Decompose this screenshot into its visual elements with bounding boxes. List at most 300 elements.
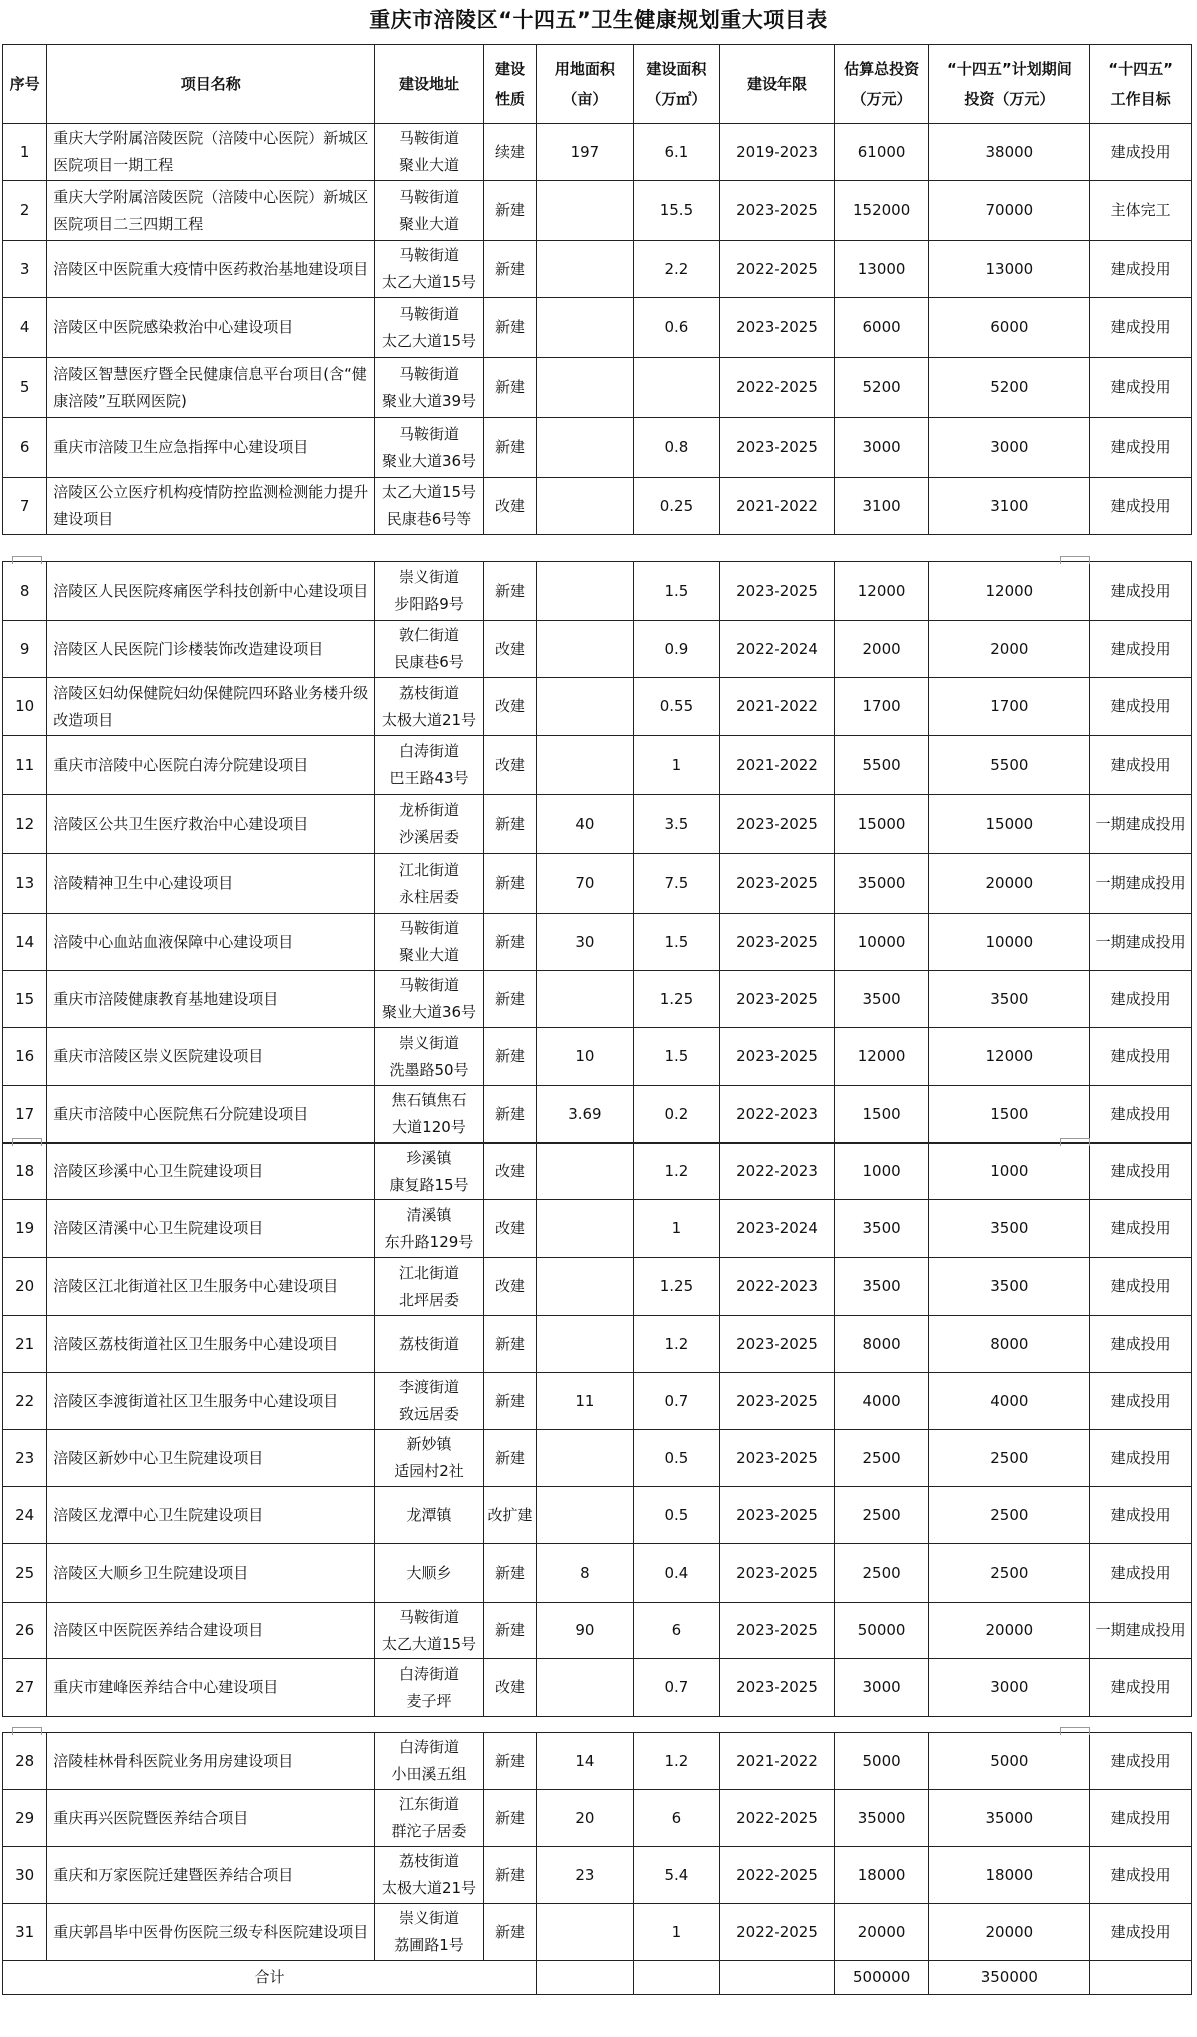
land-area-cell: [537, 1790, 634, 1847]
plan-investment-cell: [929, 854, 1090, 914]
page-break-mark: [1060, 1138, 1090, 1146]
table-row: [3, 854, 1192, 914]
row-number-cell: [3, 1790, 47, 1847]
total-investment-cell: [834, 562, 929, 621]
row-number-cell: [3, 795, 47, 854]
column-header-line: 估算总投资: [844, 60, 920, 78]
column-header: [834, 45, 929, 124]
total-investment-cell: [834, 1904, 929, 1961]
nature-cell: [483, 1603, 536, 1659]
row-number: 10: [15, 697, 35, 715]
construction-nature: 新建: [494, 1563, 525, 1582]
land-area: 8: [580, 1563, 590, 1582]
project-name: 重庆大学附属涪陵医院（涪陵中心医院）新城区医院项目一期工程: [53, 129, 369, 174]
total-investment: 3000: [862, 438, 901, 456]
total-investment: 15000: [857, 814, 906, 833]
project-name: 涪陵区人民医院疼痛医学科技创新中心建设项目: [53, 581, 369, 600]
build-area: 0.6: [664, 318, 689, 336]
table-row: [3, 1659, 1192, 1717]
goal-cell: [1090, 1430, 1192, 1487]
row-number-cell: [3, 621, 47, 678]
land-area: 23: [575, 1865, 595, 1884]
column-header-text: 序号: [9, 75, 40, 93]
years-cell: [720, 736, 835, 795]
project-name-cell: [47, 1200, 375, 1258]
address-cell: [375, 124, 484, 181]
address-cell: [375, 1733, 484, 1790]
years-cell: [720, 358, 835, 418]
header-row: [3, 45, 1192, 124]
total-investment: 1500: [862, 1104, 901, 1123]
goal-cell: [1090, 1733, 1192, 1790]
build-area: 1.5: [664, 581, 689, 600]
project-name-cell: [47, 181, 375, 241]
plan-investment: 3000: [990, 1678, 1029, 1696]
total-investment: 18000: [857, 1865, 906, 1884]
build-area: 1.25: [659, 989, 694, 1008]
total-row: [3, 1961, 1192, 1995]
goal-cell: [1090, 298, 1192, 358]
years-cell: [720, 795, 835, 854]
address-line: 马鞍街道: [398, 246, 459, 264]
land-area-cell: [537, 1904, 634, 1961]
goal-cell: [1090, 678, 1192, 736]
project-name: 涪陵区中医院医养结合建设项目: [53, 1621, 264, 1639]
project-name-cell: [47, 1659, 375, 1717]
years-cell: [720, 1544, 835, 1603]
table-row: [3, 1258, 1192, 1316]
construction-nature: 新建: [494, 989, 525, 1008]
project-name: 重庆市涪陵区崇义医院建设项目: [53, 1047, 264, 1065]
plan-investment: 15000: [985, 814, 1034, 833]
plan-investment: 3100: [990, 496, 1029, 515]
total-investment: 4000: [862, 1391, 901, 1410]
project-name-cell: [47, 478, 375, 535]
project-name: 重庆再兴医院暨医养结合项目: [53, 1808, 249, 1827]
build-area-cell: [633, 736, 720, 795]
nature-cell: [483, 678, 536, 736]
address-cell: [375, 1258, 484, 1316]
plan-investment: 2500: [990, 1448, 1029, 1467]
row-number: 17: [15, 1104, 35, 1123]
build-area: 2.2: [664, 259, 689, 278]
build-area: 1: [671, 1922, 682, 1941]
work-goal: 建成投用: [1110, 1865, 1171, 1884]
plan-investment-cell: [929, 358, 1090, 418]
nature-cell: [483, 1544, 536, 1603]
goal-cell: [1090, 1028, 1192, 1086]
plan-investment: 5500: [990, 755, 1029, 774]
land-area-cell: [537, 971, 634, 1028]
address-cell: [375, 1487, 484, 1544]
project-name: 重庆和万家医院迁建暨医养结合项目: [53, 1865, 294, 1884]
row-number-cell: [3, 358, 47, 418]
total-investment: 50000: [857, 1621, 906, 1639]
build-area-cell: [633, 358, 720, 418]
plan-investment-cell: [929, 736, 1090, 795]
land-area-cell: [537, 1733, 634, 1790]
construction-years: 2019-2023: [736, 142, 818, 161]
table-row: [3, 418, 1192, 478]
plan-investment-cell: [929, 1028, 1090, 1086]
table-row: [3, 914, 1192, 971]
table-row: [3, 1847, 1192, 1904]
table-row: [3, 1544, 1192, 1603]
empty-cell: [633, 1961, 720, 1995]
build-area-cell: [633, 678, 720, 736]
plan-investment-cell: [929, 478, 1090, 535]
total-investment-cell: [834, 1028, 929, 1086]
row-number: 12: [15, 814, 35, 833]
address-line: 太乙大道15号: [381, 273, 477, 291]
construction-nature: 新建: [494, 438, 525, 456]
project-name: 重庆郭昌毕中医骨伤医院三级专科医院建设项目: [53, 1922, 369, 1941]
total-investment: 5500: [862, 755, 901, 774]
work-goal: 建成投用: [1110, 1104, 1171, 1123]
nature-cell: [483, 181, 536, 241]
total-investment: 5000: [862, 1751, 901, 1770]
construction-years: 2021-2022: [736, 496, 818, 515]
row-number-cell: [3, 1487, 47, 1544]
construction-nature: 新建: [494, 1808, 525, 1827]
nature-cell: [483, 124, 536, 181]
land-area-cell: [537, 418, 634, 478]
plan-investment-cell: [929, 1733, 1090, 1790]
work-goal: 建成投用: [1110, 1277, 1171, 1295]
land-area-cell: [537, 181, 634, 241]
address-line: 聚业大道39号: [381, 391, 477, 410]
row-number: 7: [19, 496, 30, 515]
land-area-cell: [537, 1430, 634, 1487]
land-area-cell: [537, 1028, 634, 1086]
build-area: 6: [671, 1808, 682, 1827]
nature-cell: [483, 1028, 536, 1086]
row-number: 26: [15, 1621, 35, 1639]
total-investment-sum: 500000: [852, 1968, 911, 1986]
total-investment: 2500: [862, 1505, 901, 1524]
address-line: 小田溪五组: [391, 1765, 467, 1783]
column-header: [633, 45, 720, 124]
address-line: 崇义街道: [398, 568, 459, 586]
work-goal: 建成投用: [1110, 1334, 1171, 1353]
land-area-cell: [537, 1659, 634, 1717]
nature-cell: [483, 736, 536, 795]
work-goal: 建成投用: [1110, 1448, 1171, 1467]
plan-investment: 4000: [990, 1391, 1029, 1410]
project-name: 重庆市涪陵中心医院焦石分院建设项目: [53, 1104, 309, 1123]
land-area-cell: [537, 358, 634, 418]
address-line: 适园村2社: [394, 1462, 464, 1480]
row-number-cell: [3, 1316, 47, 1373]
total-investment-cell: [834, 736, 929, 795]
nature-cell: [483, 298, 536, 358]
column-header: [929, 45, 1090, 124]
plan-investment: 12000: [985, 1047, 1034, 1065]
work-goal: 建成投用: [1110, 1219, 1171, 1237]
address-line: 聚业大道: [398, 214, 459, 233]
goal-cell: [1090, 1200, 1192, 1258]
address-line: 太乙大道15号: [381, 331, 477, 350]
land-area-cell: [537, 854, 634, 914]
project-name-cell: [47, 971, 375, 1028]
nature-cell: [483, 1258, 536, 1316]
land-area: 90: [575, 1621, 595, 1639]
work-goal: 一期建成投用: [1095, 814, 1186, 833]
address-cell: [375, 854, 484, 914]
page-break-mark: [1060, 1727, 1090, 1735]
construction-years: 2021-2022: [736, 697, 818, 715]
plan-investment-cell: [929, 562, 1090, 621]
plan-investment-cell: [929, 795, 1090, 854]
build-area-cell: [633, 1430, 720, 1487]
total-label-cell: [3, 1961, 537, 1995]
row-number-cell: [3, 1258, 47, 1316]
address-line: 沙溪居委: [398, 828, 459, 846]
total-investment-cell: [834, 1373, 929, 1430]
years-cell: [720, 1258, 835, 1316]
plan-investment-cell: [929, 621, 1090, 678]
row-number-cell: [3, 914, 47, 971]
row-number: 5: [19, 378, 30, 396]
build-area-cell: [633, 1086, 720, 1143]
empty-cell: [537, 1961, 634, 1995]
construction-nature: 改建: [494, 639, 525, 658]
goal-cell: [1090, 1258, 1192, 1316]
project-name: 涪陵区新妙中心卫生院建设项目: [53, 1448, 264, 1467]
address-cell: [375, 1430, 484, 1487]
address-line: 麦子坪: [406, 1691, 452, 1710]
address-line: 马鞍街道: [398, 424, 459, 443]
build-area: 1.25: [659, 1277, 694, 1295]
plan-investment-cell: [929, 298, 1090, 358]
plan-investment-cell: [929, 181, 1090, 241]
build-area-cell: [633, 418, 720, 478]
address-cell: [375, 1659, 484, 1717]
project-name-cell: [47, 914, 375, 971]
row-number: 1: [19, 142, 30, 161]
project-table-block: [2, 561, 1192, 1143]
work-goal: 一期建成投用: [1095, 1621, 1186, 1639]
total-investment: 61000: [857, 142, 906, 161]
address-line: 北坪居委: [398, 1290, 459, 1309]
goal-cell: [1090, 854, 1192, 914]
work-goal: 建成投用: [1110, 142, 1171, 161]
total-investment-cell: [834, 678, 929, 736]
address-line: 聚业大道: [398, 156, 459, 174]
years-cell: [720, 1373, 835, 1430]
plan-investment-sum: 350000: [980, 1968, 1038, 1986]
total-investment: 8000: [862, 1334, 901, 1353]
land-area: 3.69: [568, 1104, 602, 1123]
construction-nature: 改建: [494, 755, 525, 774]
plan-investment-cell: [929, 1144, 1090, 1200]
project-name: 涪陵区公共卫生医疗救治中心建设项目: [53, 814, 309, 833]
land-area: 70: [575, 874, 595, 892]
construction-nature: 续建: [494, 142, 525, 161]
row-number-cell: [3, 241, 47, 298]
plan-investment: 3500: [990, 1277, 1029, 1295]
row-number-cell: [3, 1144, 47, 1200]
land-area: 20: [575, 1808, 595, 1827]
table-row: [3, 358, 1192, 418]
address-cell: [375, 181, 484, 241]
build-area-cell: [633, 795, 720, 854]
row-number-cell: [3, 854, 47, 914]
table-row: [3, 621, 1192, 678]
address-line: 白涛街道: [398, 742, 459, 760]
total-investment: 1700: [862, 697, 901, 715]
land-area-cell: [537, 1144, 634, 1200]
construction-years: 2022-2023: [736, 1277, 818, 1295]
nature-cell: [483, 621, 536, 678]
project-name-cell: [47, 854, 375, 914]
build-area-cell: [633, 854, 720, 914]
project-name-cell: [47, 124, 375, 181]
build-area: 0.5: [664, 1448, 689, 1467]
construction-years: 2022-2025: [736, 1865, 818, 1884]
address-cell: [375, 1144, 484, 1200]
plan-investment-cell: [929, 1659, 1090, 1717]
project-name: 涪陵区李渡街道社区卫生服务中心建设项目: [53, 1391, 339, 1410]
row-number-cell: [3, 124, 47, 181]
years-cell: [720, 418, 835, 478]
construction-nature: 新建: [494, 259, 525, 278]
address-line: 太乙大道15号: [381, 483, 477, 501]
build-area-cell: [633, 181, 720, 241]
project-name: 涪陵区江北街道社区卫生服务中心建设项目: [53, 1277, 339, 1295]
construction-nature: 新建: [494, 1621, 525, 1639]
build-area-cell: [633, 914, 720, 971]
total-investment: 6000: [862, 318, 901, 336]
land-area-cell: [537, 1603, 634, 1659]
years-cell: [720, 914, 835, 971]
work-goal: 建成投用: [1110, 318, 1171, 336]
row-number: 6: [19, 438, 30, 456]
plan-investment: 12000: [985, 581, 1034, 600]
build-area-cell: [633, 1847, 720, 1904]
plan-investment: 20000: [985, 1922, 1034, 1941]
plan-investment-cell: [929, 124, 1090, 181]
address-cell: [375, 1086, 484, 1143]
address-cell: [375, 1316, 484, 1373]
build-area: 1.2: [664, 1334, 689, 1353]
build-area-cell: [633, 1487, 720, 1544]
construction-years: 2023-2025: [736, 1678, 818, 1696]
plan-investment: 2500: [990, 1505, 1029, 1524]
nature-cell: [483, 1316, 536, 1373]
build-area: 15.5: [659, 201, 694, 219]
land-area-cell: [537, 621, 634, 678]
goal-cell: [1090, 181, 1192, 241]
column-header-line: 用地面积: [554, 60, 615, 78]
plan-investment-cell: [929, 1904, 1090, 1961]
years-cell: [720, 562, 835, 621]
work-goal: 建成投用: [1110, 1162, 1171, 1180]
address-line: 龙潭镇: [406, 1505, 452, 1524]
construction-years: 2023-2025: [736, 1563, 818, 1582]
row-number-cell: [3, 298, 47, 358]
row-number: 14: [15, 932, 35, 951]
address-cell: [375, 358, 484, 418]
address-line: 荔圃路1号: [394, 1936, 464, 1954]
work-goal: 一期建成投用: [1095, 874, 1186, 892]
construction-years: 2023-2024: [736, 1219, 818, 1237]
project-name-cell: [47, 1733, 375, 1790]
row-number-cell: [3, 418, 47, 478]
nature-cell: [483, 1086, 536, 1143]
project-name: 重庆市涪陵健康教育基地建设项目: [53, 989, 279, 1008]
row-number: 21: [15, 1334, 35, 1353]
address-cell: [375, 241, 484, 298]
total-investment-cell: [834, 1603, 929, 1659]
project-name-cell: [47, 1258, 375, 1316]
plan-investment: 5000: [990, 1751, 1029, 1770]
nature-cell: [483, 1733, 536, 1790]
land-area-cell: [537, 1200, 634, 1258]
plan-investment: 1000: [990, 1162, 1029, 1180]
total-investment-cell: [834, 795, 929, 854]
address-cell: [375, 1904, 484, 1961]
plan-investment: 10000: [985, 932, 1034, 951]
work-goal: 建成投用: [1110, 259, 1171, 278]
row-number: 24: [15, 1505, 35, 1524]
table-row: [3, 1904, 1192, 1961]
plan-investment-sum-cell: [929, 1961, 1090, 1995]
address-cell: [375, 736, 484, 795]
row-number-cell: [3, 478, 47, 535]
construction-nature: 新建: [494, 378, 525, 396]
goal-cell: [1090, 1373, 1192, 1430]
build-area: 0.25: [659, 496, 694, 515]
construction-nature: 新建: [494, 932, 525, 951]
row-number-cell: [3, 1659, 47, 1717]
column-header: [47, 45, 375, 124]
project-name: 涪陵区龙潭中心卫生院建设项目: [53, 1505, 264, 1524]
address-line: 大道120号: [392, 1118, 466, 1136]
total-investment: 2000: [862, 639, 901, 658]
build-area: 1: [671, 1219, 682, 1237]
goal-cell: [1090, 621, 1192, 678]
build-area: 1.2: [664, 1751, 689, 1770]
address-line: 马鞍街道: [398, 304, 459, 323]
row-number: 9: [19, 639, 30, 658]
total-investment: 1000: [862, 1162, 901, 1180]
years-cell: [720, 1430, 835, 1487]
table-row: [3, 678, 1192, 736]
work-goal: 建成投用: [1110, 1751, 1171, 1770]
years-cell: [720, 1847, 835, 1904]
plan-investment-cell: [929, 1603, 1090, 1659]
row-number: 29: [15, 1808, 35, 1827]
column-header-line: （万㎡）: [646, 90, 707, 108]
row-number: 28: [15, 1751, 35, 1770]
construction-nature: 改建: [494, 496, 525, 515]
construction-nature: 改建: [494, 1277, 525, 1295]
land-area: 14: [575, 1751, 595, 1770]
work-goal: 建成投用: [1110, 639, 1171, 658]
column-header: [720, 45, 835, 124]
build-area: 3.5: [664, 814, 689, 833]
land-area-cell: [537, 1258, 634, 1316]
project-name-cell: [47, 241, 375, 298]
plan-investment: 3500: [990, 989, 1029, 1008]
construction-nature: 新建: [494, 1391, 525, 1410]
row-number: 2: [19, 201, 30, 219]
address-line: 致远居委: [398, 1405, 459, 1423]
build-area: 6.1: [664, 142, 689, 161]
years-cell: [720, 181, 835, 241]
project-name-cell: [47, 298, 375, 358]
